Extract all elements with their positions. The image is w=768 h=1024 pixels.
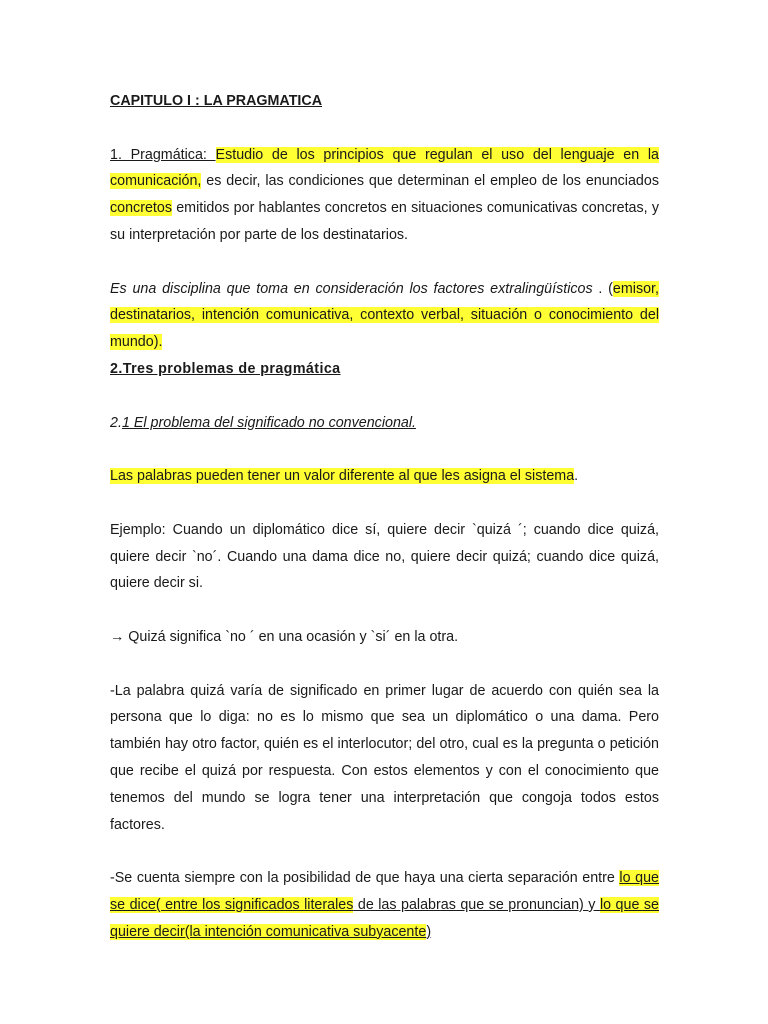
section21-num: 2. [110,414,122,431]
definition-text-b: emitidos por hablantes concretos en situaciones comunicativas concretas, y su interpretación por parte de los destinatarios. [110,200,659,243]
definition-text-a: es decir, las condiciones que determinan el empleo de los enunciados [201,173,659,190]
highlight-lo-que-se-quiere-decir: lo que se quiere decir(la intención comunicativa subyacente [110,896,660,940]
separation-paragraph [110,865,659,945]
section2-title: 2.Tres problemas de pragmática [110,360,341,377]
separation-text-a: -Se cuenta siempre con la posibilidad de que haya una cierta separación entre [110,870,620,887]
claim-paragraph [110,463,659,490]
section21-title-text: 1 El problema del significado no convencional. [121,414,417,431]
highlight-factors: emisor, destinatarios, intención comunicativa, contexto verbal, situación o conocimiento del mundo). [110,280,659,351]
pragmatica-definition [110,142,659,249]
claim-end: . [574,468,579,485]
highlight-lo-que-se-dice: lo que se dice( entre los significados literales [110,870,659,913]
highlight-definition: Estudio de los principios que regulan el uso del lenguaje en la comunicación, [110,146,659,190]
disciplina-paren: . ( [592,280,613,297]
disciplina-italic: Es una disciplina que toma en consideración los factores extralingüísticos [110,280,593,297]
section1-label: 1. Pragmática: [110,146,216,163]
highlight-concretos: concretos [110,200,172,217]
arrow-paragraph: → Quizá significa `no ´ en una ocasión y `si´ en la otra. [110,628,459,645]
quiza-paragraph: -La palabra quizá varía de significado en primer lugar de acuerdo con quién sea la persona que lo diga: no es lo mismo que sea un diplomático o una dama. Pero también hay otro factor, quién es el interlocutor; del otro, cual es la pregunta o petición que recibe el quizá por respuesta. Con estos elementos y con el conocimiento que tenemos del mundo se logra tener una interpretación que congoja todos estos factores. [110,682,659,833]
example-paragraph: Ejemplo: Cuando un diplomático dice sí, quiere decir `quizá ´; cuando dice quizá, quiere decir `no´. Cuando una dama dice no, quiere decir quizá; cuando dice quizá, quiere decir si. [110,521,659,592]
highlight-claim: Las palabras pueden tener un valor diferente al que les asigna el sistema [110,468,575,485]
disciplina-paragraph [110,276,659,356]
separation-text-e: ) [426,923,432,940]
section21-title [110,410,659,437]
separation-text-c: de las palabras que se pronuncian) y [353,896,600,913]
chapter-title: CAPITULO I : LA PRAGMATICA [110,93,323,109]
